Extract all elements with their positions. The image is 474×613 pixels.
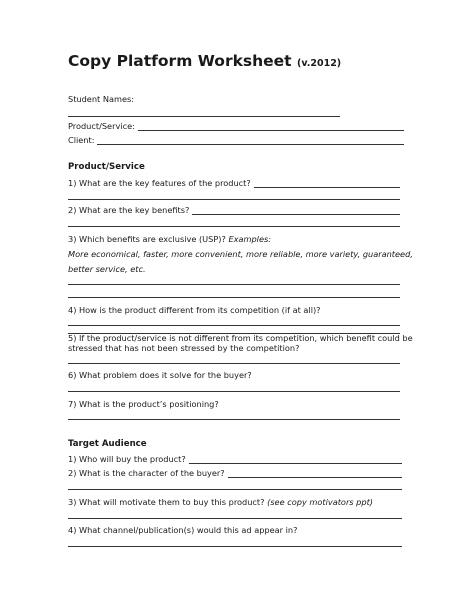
audience-q2-line[interactable] — [228, 469, 402, 478]
client-field — [68, 135, 404, 145]
product-q1-line[interactable] — [254, 179, 400, 188]
product-q5-line[interactable] — [68, 363, 400, 364]
product-q7-line[interactable] — [68, 419, 400, 420]
product-q3-examples-label: Examples: — [228, 234, 272, 244]
product-q4-text: 4) How is the product different from its competition (if at all)? — [68, 305, 321, 315]
product-q3-text: 3) Which benefits are exclusive (USP)? — [68, 234, 226, 244]
audience-q3-note: (see copy motivators ppt) — [267, 497, 373, 507]
product-q3-line-2[interactable] — [68, 297, 400, 298]
audience-q1-line[interactable] — [189, 455, 402, 464]
product-q4-line-1[interactable] — [68, 325, 400, 326]
title-text: Copy Platform Worksheet — [68, 52, 292, 70]
product-q2-text: 2) What are the key benefits? — [68, 205, 190, 215]
audience-q3 — [68, 497, 373, 507]
client-label: Client: — [68, 135, 95, 145]
product-q6-line[interactable] — [68, 391, 400, 392]
product-q2-line[interactable] — [192, 206, 400, 215]
product-service-field — [68, 121, 404, 131]
audience-q3-text: 3) What will motivate them to buy this product? — [68, 497, 265, 507]
audience-q1 — [68, 454, 402, 464]
client-line[interactable] — [97, 136, 404, 145]
product-q3-line-1[interactable] — [68, 284, 400, 285]
page-title — [68, 52, 341, 70]
product-q1-line-2[interactable] — [68, 199, 400, 200]
product-q6-text: 6) What problem does it solve for the buyer? — [68, 370, 252, 380]
product-q5-text-line1: 5) If the product/service is not different from its competition, which benefit could be — [68, 333, 413, 343]
audience-q3-line[interactable] — [68, 518, 402, 519]
audience-q2-text: 2) What is the character of the buyer? — [68, 468, 225, 478]
product-q3-examples-line2: better service, etc. — [68, 264, 146, 274]
product-q3-examples-line1: More economical, faster, more convenient, more reliable, more variety, guaranteed, — [68, 249, 413, 259]
product-q2 — [68, 205, 400, 215]
product-service-label: Product/Service: — [68, 121, 135, 131]
product-service-line[interactable] — [138, 122, 404, 131]
product-service-heading: Product/Service — [68, 162, 145, 172]
audience-q2 — [68, 468, 402, 478]
audience-q4-line[interactable] — [68, 546, 402, 547]
student-names-line[interactable] — [68, 116, 340, 117]
product-q1-text: 1) What are the key features of the product? — [68, 178, 251, 188]
product-q1 — [68, 178, 400, 188]
product-q7-text: 7) What is the product’s positioning? — [68, 399, 219, 409]
audience-q2-line-2[interactable] — [68, 489, 402, 490]
audience-q1-text: 1) Who will buy the product? — [68, 454, 186, 464]
product-q5-text-line2: stressed that has not been stressed by the competition? — [68, 343, 300, 353]
audience-q4-text: 4) What channel/publication(s) would this ad appear in? — [68, 525, 298, 535]
product-q2-line-2[interactable] — [68, 226, 400, 227]
target-audience-heading: Target Audience — [68, 439, 147, 449]
student-names-label: Student Names: — [68, 94, 135, 104]
version-label: (v.2012) — [297, 58, 342, 69]
product-q3 — [68, 234, 271, 244]
